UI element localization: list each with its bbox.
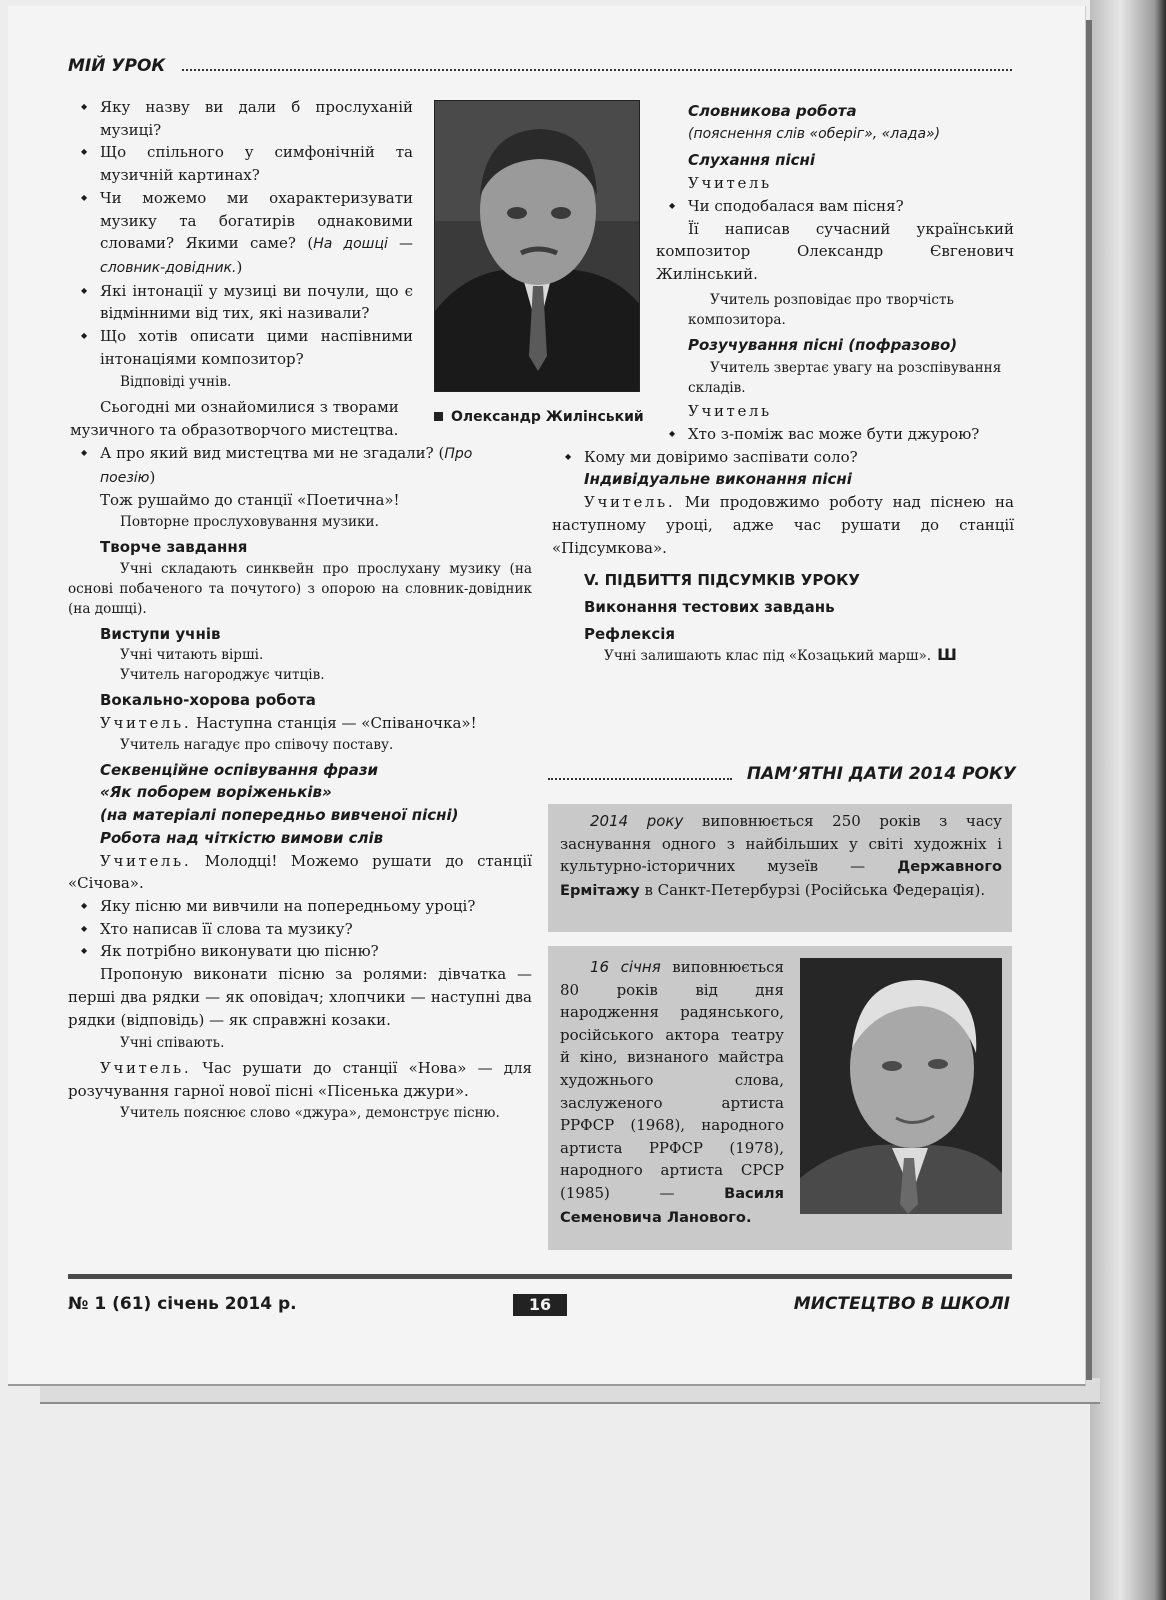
square-bullet-icon	[434, 412, 443, 421]
subheading-note: (пояснення слів «оберіг», «лада»)	[688, 125, 941, 142]
issue-info: № 1 (61) січень 2014 р.	[68, 1294, 297, 1314]
text: виповнюється 80 років від дня народження радянського, російського актора театру й кіно, визнаного майстра художнього слова, заслуженого артиста РРФСР (1968), народного артиста РРФСР (1978), народного артиста СРСР (1985) —	[560, 958, 784, 1202]
list-item: ◆ Які інтонації у музиці ви почули, що є відмінними від тих, які називали?	[68, 280, 413, 325]
paragraph	[552, 491, 1014, 559]
list-item: ◆ Чи сподобалася вам пісня?	[656, 195, 1014, 218]
subheading: Секвенційне оспівування фрази	[100, 760, 379, 779]
page-shadow	[1086, 20, 1092, 1380]
journal-title: МИСТЕЦТВО В ШКОЛІ	[793, 1294, 1010, 1314]
header-dotted-rule	[182, 69, 1012, 71]
list-item: ◆ Яку пісню ми вивчили на попередньому уроці?	[68, 895, 532, 918]
section-title: МІЙ УРОК	[68, 56, 166, 76]
caption-text: Олександр Жилінський	[451, 409, 644, 425]
text: Наступна станція — «Співаночка»!	[191, 714, 477, 733]
paragraph	[68, 850, 532, 895]
subheading: Слухання пісні	[688, 151, 816, 170]
dates-header	[548, 764, 1016, 790]
list-item: ◆ Хто з-поміж вас може бути джурою?	[656, 423, 1014, 446]
speaker: Учитель.	[584, 493, 676, 512]
dates-title: ПАМ’ЯТНІ ДАТИ 2014 РОКУ	[746, 764, 1016, 784]
page-number: 16	[513, 1294, 567, 1316]
subheading: Рефлексія	[584, 624, 676, 643]
question-list-5	[552, 423, 1014, 446]
paragraph: Пропоную виконати пісню за ролями: дівчатка — перші два рядки — як оповідач; хлопчики — наступні два рядки (відповідь) — як справжні козаки.	[68, 965, 532, 1029]
subheading: Вокально-хорова робота	[100, 691, 316, 710]
text: А про який вид мистецтва ми не згадали? (	[100, 443, 445, 462]
text: виповнюється 250 років з часу заснування одного з найбільших у світі художніх і культурно-історичних музеїв —	[560, 812, 1002, 876]
stage-direction: Учні читають вірші.	[120, 647, 264, 664]
subheading: «Як поборем воріженьків»	[100, 783, 332, 802]
paragraph	[68, 712, 532, 735]
stage-direction: Учитель звертає увагу на розспівування складів.	[688, 360, 1002, 397]
list-item: ◆ Що хотів описати цими наспівними інтонаціями композитор?	[68, 325, 413, 370]
date-box-hermitage	[548, 804, 1012, 932]
question-list-2	[68, 442, 532, 489]
stage-direction: Учитель нагадує про співочу поставу.	[120, 736, 394, 753]
text-italic: На дошці — словник-довідник.	[100, 236, 414, 276]
stage-direction: Учитель нагороджує читців.	[120, 667, 325, 684]
bandura-icon: Ш	[937, 645, 957, 665]
subheading: Виступи учнів	[100, 624, 221, 643]
subheading: (на матеріалі попередньо вивченої пісні)	[100, 806, 459, 825]
highlight: Василя Семеновича Ланового.	[560, 1184, 784, 1226]
text: Чи можемо ми охарактеризувати музику та богатирів однаковими словами? Якими саме? (	[100, 188, 413, 253]
subheading: Виконання тестових завдань	[584, 597, 835, 616]
text: Час рушати до станції «Нова» — для розучування гарної нової пісні «Пісенька джури».	[68, 1059, 532, 1100]
subheading: Індивідуальне виконання пісні	[584, 470, 852, 489]
date: 2014 року	[590, 812, 684, 830]
right-column	[552, 100, 1014, 666]
list-item: ◆ Хто написав її слова та музику?	[68, 918, 532, 941]
question-list-1	[68, 96, 413, 370]
stage-direction: Учні співають.	[120, 1035, 225, 1052]
dotted-rule	[548, 778, 732, 780]
stage-direction	[552, 645, 1014, 666]
question-list-3	[68, 895, 532, 963]
list-item: ◆ Кому ми довіримо заспівати соло?	[552, 446, 1014, 469]
question-list-4	[552, 195, 1014, 218]
speaker: Учитель.	[100, 1059, 192, 1078]
question-list-6	[552, 446, 1014, 469]
stage-direction: Учитель розповідає про творчість композитора.	[688, 291, 954, 328]
date: 16 січня	[590, 958, 661, 976]
text: Ми продовжимо роботу над піснею на наступному уроці, адже час рушати до станції «Підсумкова».	[552, 493, 1014, 557]
paragraph: Її написав сучасний український композитор Олександр Євгенович Жилінський.	[656, 219, 1014, 283]
section-heading: V. ПІДБИТТЯ ПІДСУМКІВ УРОКУ	[584, 571, 860, 590]
footer-rule	[68, 1274, 1012, 1279]
box-text	[560, 956, 784, 1229]
stage-direction: Учитель пояснює слово «джура», демонструє пісню.	[120, 1104, 500, 1121]
highlight: Державного Ермітажу	[560, 858, 1002, 899]
text: )	[236, 257, 243, 276]
stage-direction: Відповіді учнів.	[120, 374, 232, 391]
portrait-image	[800, 958, 1002, 1214]
text: в Санкт-Петербурзі (Російська Федерація).	[639, 880, 986, 899]
subheading: Творче завдання	[100, 537, 248, 556]
text-italic: Про поезію	[100, 445, 473, 486]
paragraph: Тож рушаймо до станції «Поетична»!	[100, 491, 400, 510]
paragraph: Сьогодні ми ознайомилися з творами музичного та образотворчого мистецтва.	[70, 398, 399, 440]
speaker: Учитель	[688, 174, 772, 193]
list-item: ◆ Що спільного у симфонічній та музичній картинах?	[68, 141, 413, 186]
actor-portrait	[800, 958, 1002, 1214]
subheading: Робота над чіткістю вимови слів	[100, 828, 384, 847]
speaker: Учитель	[688, 402, 772, 421]
subheading: Словникова робота	[688, 102, 857, 120]
paragraph	[68, 1057, 532, 1102]
list-item	[68, 442, 532, 489]
text: Учні залишають клас під «Козацький марш».	[604, 648, 932, 665]
stage-direction: Повторне прослуховування музики.	[120, 513, 379, 530]
scan-edge	[1090, 0, 1166, 1600]
speaker: Учитель.	[100, 851, 192, 870]
list-item	[68, 187, 413, 280]
stage-direction: Учні складають синквейн про прослухану музику (на основі побаченого та почутого) з опорою на словник-довідник (на дошці).	[68, 560, 532, 617]
subheading: Розучування пісні (пофразово)	[688, 335, 958, 354]
speaker: Учитель.	[100, 714, 192, 733]
text: Молодці! Можемо рушати до станції «Січова».	[68, 851, 532, 893]
list-item: ◆ Яку назву ви дали б прослуханій музиці?	[68, 96, 413, 141]
text: )	[149, 467, 156, 486]
list-item: ◆ Як потрібно виконувати цю пісню?	[68, 940, 532, 963]
